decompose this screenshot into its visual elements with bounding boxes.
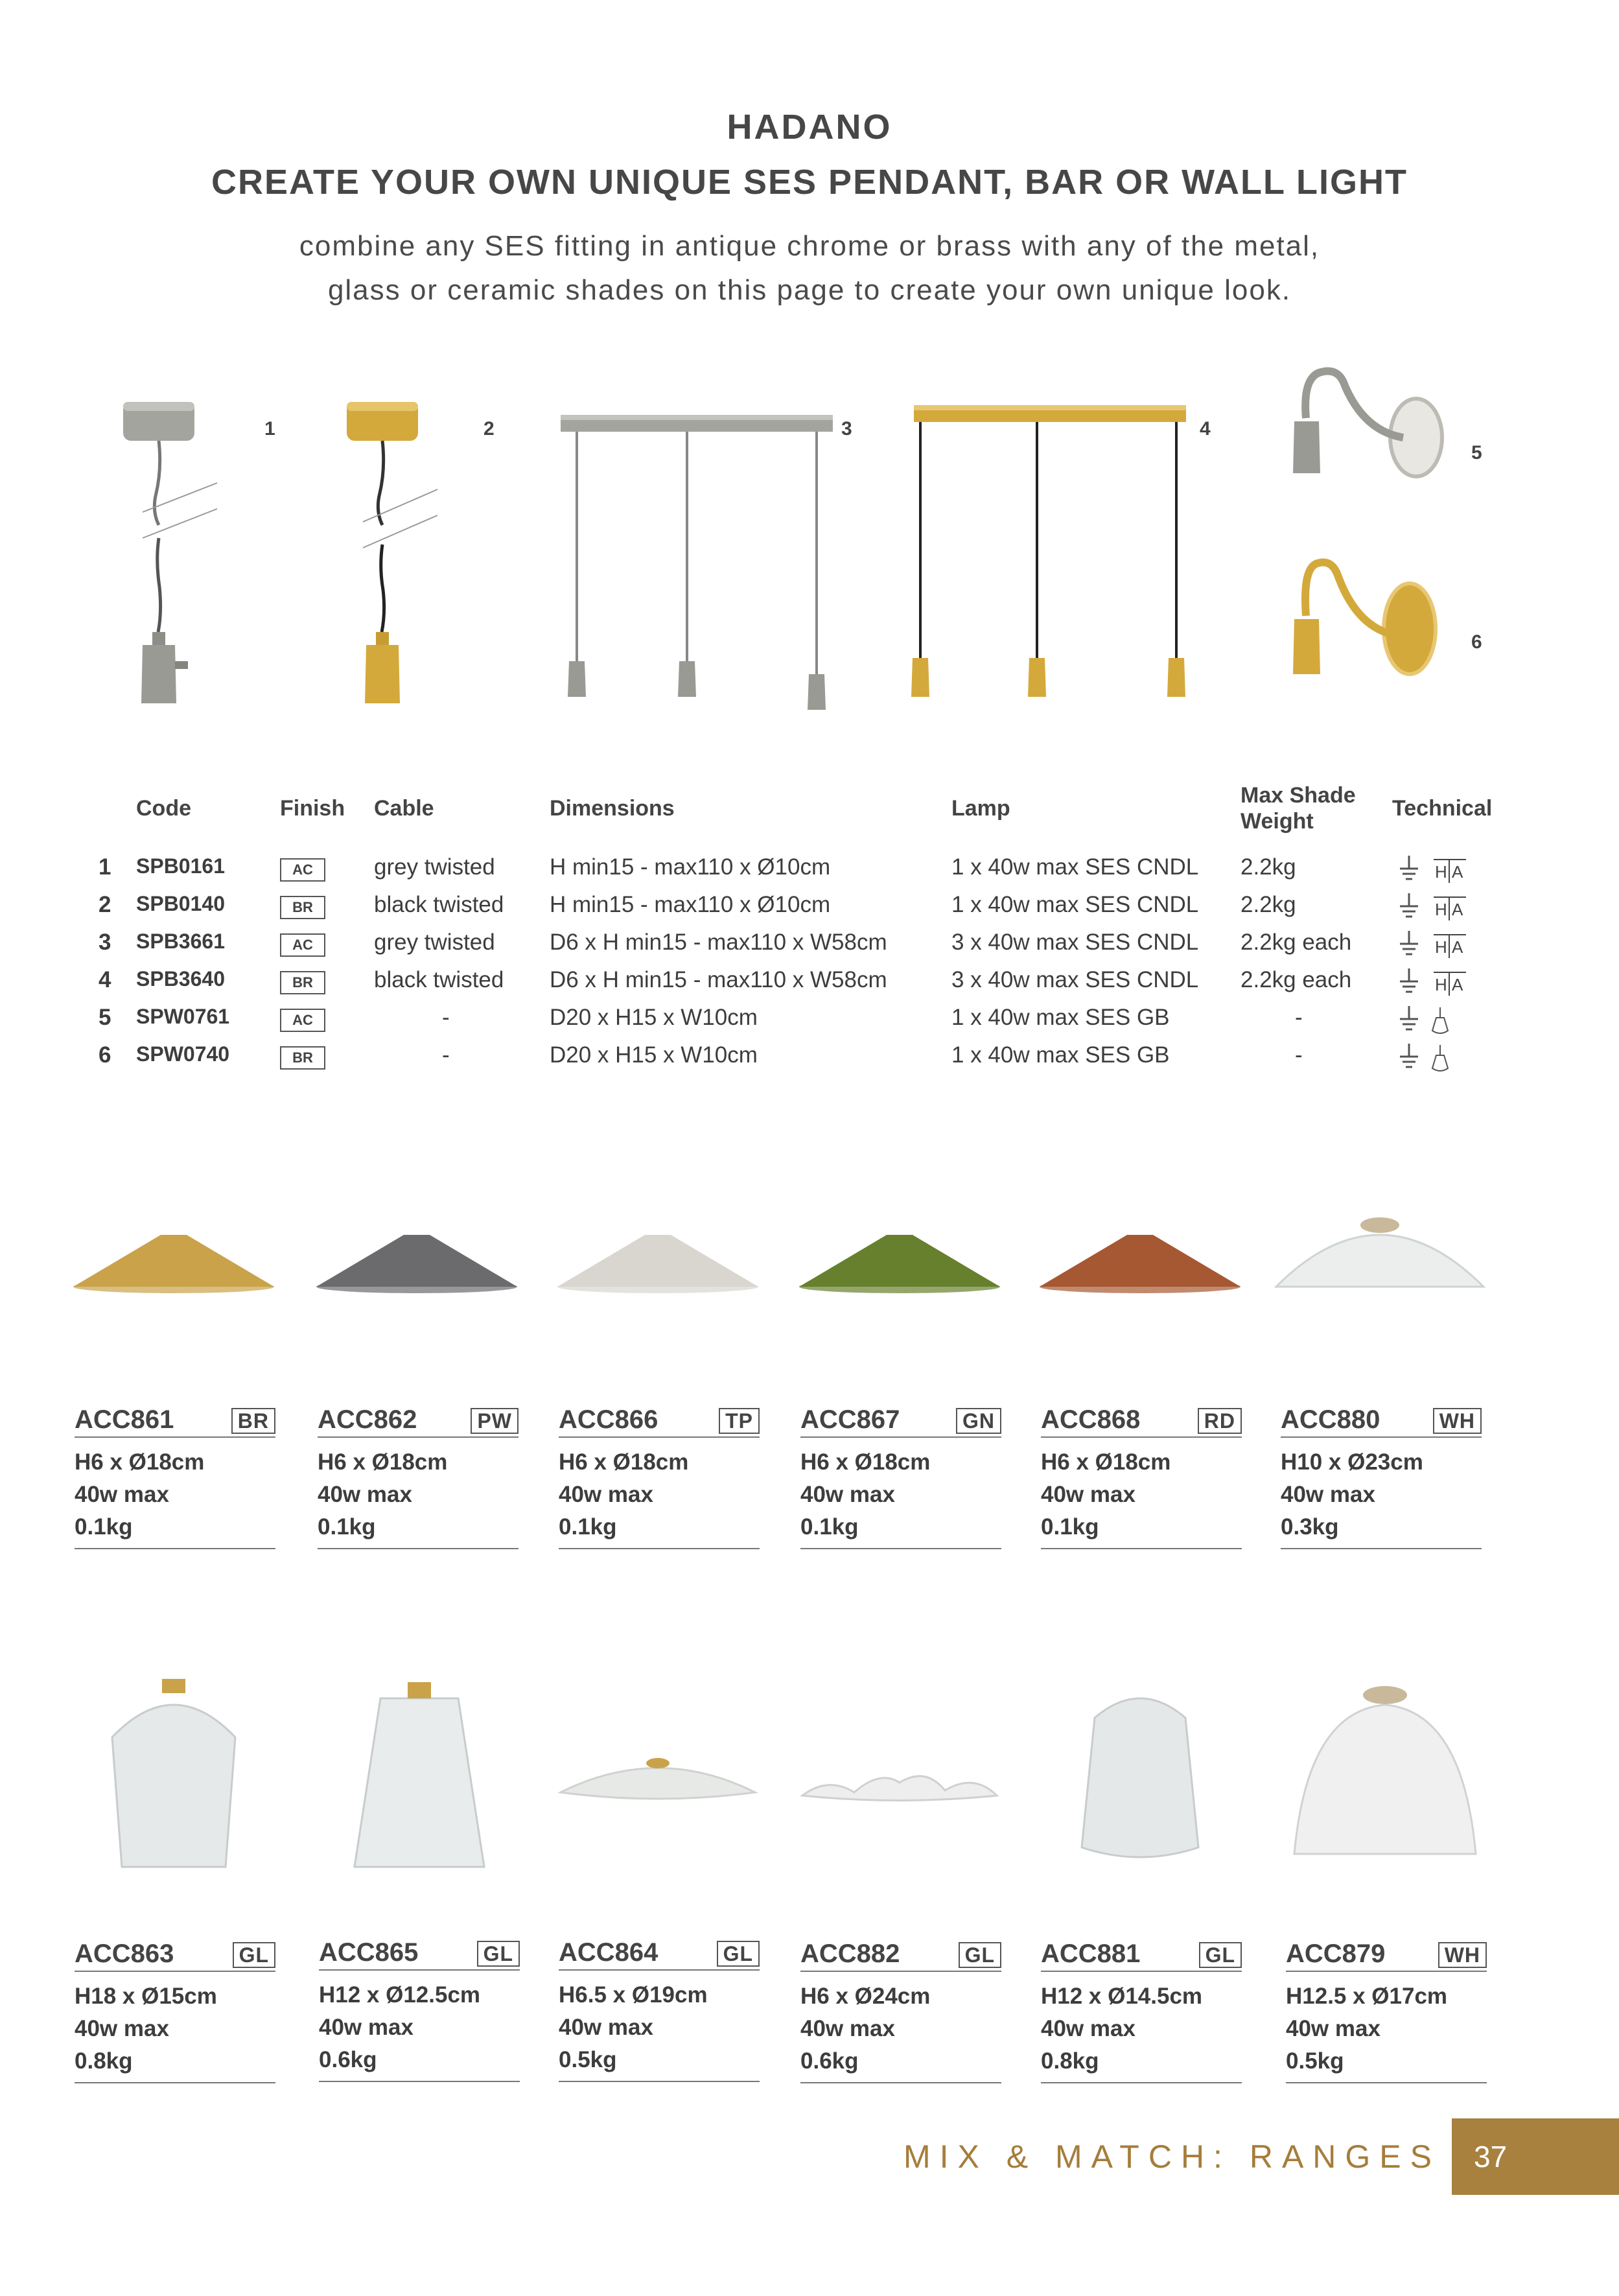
shade-code: ACC868 <box>1041 1405 1141 1434</box>
product-code: SPB3661 <box>136 930 225 953</box>
shade-code: ACC861 <box>75 1405 174 1434</box>
shade-weight: 0.1kg <box>75 1514 133 1540</box>
shade-images-row-1 <box>0 1154 1619 1368</box>
shade-weight: 0.6kg <box>319 2047 377 2072</box>
shade-weight: 0.1kg <box>318 1514 376 1540</box>
shade-card-header <box>75 1939 275 1972</box>
shade-code: ACC865 <box>319 1938 419 1967</box>
shade-image-acc861 <box>73 1235 274 1293</box>
dimensions: H min15 - max110 x Ø10cm <box>550 854 831 880</box>
finish-badge: BR <box>280 1046 325 1070</box>
cable-type: grey twisted <box>374 930 495 955</box>
max-shade-weight: 2.2kg each <box>1240 967 1352 992</box>
row-number: 6 <box>99 1042 111 1068</box>
shade-weight: 0.1kg <box>1041 1514 1099 1540</box>
shade-code: ACC867 <box>800 1405 900 1434</box>
finish-badge: BR <box>280 896 325 919</box>
shade-card-header <box>1286 1939 1487 1972</box>
shade-wattage: 40w max <box>75 2016 169 2041</box>
shade-image-acc867 <box>799 1235 1000 1293</box>
fitting-2-number: 2 <box>483 418 495 439</box>
page-number: 37 <box>1452 2118 1619 2195</box>
shade-size: H12 x Ø14.5cm <box>1041 1984 1203 2009</box>
shade-weight: 0.6kg <box>800 2048 859 2074</box>
fitting-1-number: 1 <box>264 418 275 439</box>
intro-line-2: glass or ceramic shades on this page to create your own unique look. <box>327 274 1292 306</box>
table-row <box>0 930 1619 967</box>
fitting-3-number: 3 <box>841 418 852 439</box>
table-row <box>0 967 1619 1005</box>
lamp-spec: 3 x 40w max SES CNDL <box>951 930 1199 955</box>
shade-images-row-2 <box>0 1672 1619 1906</box>
shade-wattage: 40w max <box>559 2015 653 2040</box>
shade-size: H6 x Ø18cm <box>75 1449 205 1475</box>
section-label: MIX & MATCH: RANGES <box>903 2138 1441 2175</box>
shade-image-acc863 <box>112 1679 235 1867</box>
row-number: 5 <box>99 1005 111 1030</box>
col-code-header: Code <box>136 796 191 821</box>
shade-size: H12.5 x Ø17cm <box>1286 1984 1448 2009</box>
product-code: SPB0161 <box>136 854 225 878</box>
dimensions: D6 x H min15 - max110 x W58cm <box>550 930 887 955</box>
row-number: 2 <box>99 892 111 917</box>
col-technical-header: Technical <box>1392 796 1493 821</box>
dimensions: D20 x H15 x W10cm <box>550 1042 758 1068</box>
shade-size: H6 x Ø18cm <box>318 1449 448 1475</box>
fitting-2-image <box>340 392 450 716</box>
lamp-spec: 1 x 40w max SES GB <box>951 1042 1170 1068</box>
lamp-spec: 1 x 40w max SES CNDL <box>951 854 1199 880</box>
cable-type: grey twisted <box>374 854 495 880</box>
table-row <box>0 1005 1619 1042</box>
shade-size: H18 x Ø15cm <box>75 1984 217 2009</box>
shade-wattage: 40w max <box>75 1482 169 1507</box>
row-number: 3 <box>99 930 111 955</box>
cable-type: - <box>442 1042 450 1068</box>
finish-badge: WH <box>1438 1942 1487 1968</box>
cable-type: - <box>442 1005 450 1030</box>
earth-height-adjust-icon <box>1395 892 1473 924</box>
earth-bulb-icon <box>1395 1042 1473 1075</box>
shade-size: H6 x Ø24cm <box>800 1984 931 2009</box>
fitting-4-number: 4 <box>1200 418 1211 439</box>
table-row <box>0 854 1619 892</box>
shade-wattage: 40w max <box>1286 2016 1380 2041</box>
shade-image-acc862 <box>316 1235 517 1293</box>
shade-image-acc865 <box>355 1682 484 1867</box>
shade-card-header <box>800 1405 1001 1438</box>
card-divider <box>75 2082 275 2083</box>
shade-card-header <box>559 1938 760 1971</box>
earth-bulb-icon <box>1395 1005 1473 1037</box>
finish-badge: BR <box>280 971 325 994</box>
shade-size: H6 x Ø18cm <box>800 1449 931 1475</box>
shade-size: H12 x Ø12.5cm <box>319 1982 481 2008</box>
shade-size: H6 x Ø18cm <box>559 1449 689 1475</box>
finish-badge: GN <box>956 1408 1001 1434</box>
shade-weight: 0.8kg <box>75 2048 133 2074</box>
range-title: HADANO <box>727 108 892 146</box>
shade-code: ACC863 <box>75 1939 174 1968</box>
col-lamp-header: Lamp <box>951 796 1010 821</box>
lamp-spec: 1 x 40w max SES CNDL <box>951 892 1199 917</box>
svg-text:A: A <box>1452 862 1463 882</box>
fitting-5-number: 5 <box>1471 442 1482 463</box>
col-dimensions-header: Dimensions <box>550 796 675 821</box>
intro-line-1: combine any SES fitting in antique chrome or brass with any of the metal, <box>299 230 1320 262</box>
table-row <box>0 1042 1619 1080</box>
col-maxshade-header-1: Max Shade <box>1240 783 1356 808</box>
finish-badge: AC <box>280 933 325 957</box>
finish-badge: TP <box>719 1408 760 1434</box>
col-finish-header: Finish <box>280 796 345 821</box>
svg-text:H: H <box>1435 975 1447 994</box>
col-cable-header: Cable <box>374 796 434 821</box>
lamp-spec: 3 x 40w max SES CNDL <box>951 967 1199 992</box>
finish-badge: RD <box>1198 1408 1242 1434</box>
finish-badge: BR <box>231 1408 275 1434</box>
shade-weight: 0.3kg <box>1281 1514 1339 1540</box>
fitting-1-image <box>117 392 227 716</box>
row-number: 4 <box>99 967 111 992</box>
shade-image-acc866 <box>557 1235 758 1293</box>
shade-code: ACC882 <box>800 1939 900 1968</box>
max-shade-weight: 2.2kg <box>1240 892 1296 917</box>
shade-image-acc868 <box>1040 1235 1240 1293</box>
shade-code: ACC864 <box>559 1938 658 1967</box>
max-shade-weight: - <box>1295 1042 1303 1068</box>
svg-text:A: A <box>1452 900 1463 919</box>
max-shade-weight: 2.2kg each <box>1240 930 1352 955</box>
earth-height-adjust-icon <box>1395 930 1473 962</box>
card-divider <box>1286 2082 1487 2083</box>
finish-badge: AC <box>280 1009 325 1032</box>
shade-wattage: 40w max <box>1041 2016 1136 2041</box>
shade-card-header <box>1281 1405 1482 1438</box>
earth-height-adjust-icon <box>1395 854 1473 887</box>
card-divider <box>800 2082 1001 2083</box>
svg-text:H: H <box>1435 937 1447 957</box>
shade-weight: 0.1kg <box>800 1514 859 1540</box>
shade-wattage: 40w max <box>318 1482 412 1507</box>
shade-wattage: 40w max <box>319 2015 413 2040</box>
max-shade-weight: 2.2kg <box>1240 854 1296 880</box>
finish-badge: GL <box>959 1942 1001 1968</box>
shade-card-header <box>559 1405 760 1438</box>
svg-text:H: H <box>1435 900 1447 919</box>
finish-badge: GL <box>477 1941 520 1967</box>
product-code: SPW0761 <box>136 1005 230 1028</box>
finish-badge: WH <box>1433 1408 1482 1434</box>
shade-card-header <box>800 1939 1001 1972</box>
shade-wattage: 40w max <box>800 1482 895 1507</box>
finish-badge: GL <box>1199 1942 1242 1968</box>
shade-card-header <box>318 1405 518 1438</box>
finish-badge: GL <box>233 1942 275 1968</box>
shade-weight: 0.8kg <box>1041 2048 1099 2074</box>
dimensions: D6 x H min15 - max110 x W58cm <box>550 967 887 992</box>
shade-card-header <box>1041 1405 1242 1438</box>
card-divider <box>800 1548 1001 1549</box>
shade-card-header <box>319 1938 520 1971</box>
card-divider <box>318 1548 518 1549</box>
finish-badge: AC <box>280 858 325 882</box>
range-subtitle: CREATE YOUR OWN UNIQUE SES PENDANT, BAR OR WALL LIGHT <box>211 163 1408 202</box>
shade-size: H6 x Ø18cm <box>1041 1449 1171 1475</box>
shade-size: H10 x Ø23cm <box>1281 1449 1423 1475</box>
finish-badge: GL <box>717 1941 760 1967</box>
fitting-4-image <box>904 379 1196 716</box>
shade-code: ACC862 <box>318 1405 417 1434</box>
cable-type: black twisted <box>374 892 504 917</box>
lamp-spec: 1 x 40w max SES GB <box>951 1005 1170 1030</box>
shade-image-acc879 <box>1294 1686 1476 1854</box>
shade-code: ACC880 <box>1281 1405 1380 1434</box>
shade-size: H6.5 x Ø19cm <box>559 1982 708 2008</box>
product-code: SPB3640 <box>136 967 225 990</box>
svg-text:A: A <box>1452 937 1463 957</box>
card-divider <box>75 1548 275 1549</box>
table-row <box>0 892 1619 930</box>
max-shade-weight: - <box>1295 1005 1303 1030</box>
shade-code: ACC881 <box>1041 1939 1141 1968</box>
shade-wattage: 40w max <box>1041 1482 1136 1507</box>
svg-text:H: H <box>1435 862 1447 882</box>
finish-badge: PW <box>471 1408 518 1434</box>
shade-weight: 0.5kg <box>1286 2048 1344 2074</box>
shade-card-header <box>1041 1939 1242 1972</box>
shade-wattage: 40w max <box>800 2016 895 2041</box>
shade-wattage: 40w max <box>1281 1482 1375 1507</box>
shade-image-acc881 <box>1082 1698 1198 1857</box>
shade-weight: 0.1kg <box>559 1514 617 1540</box>
fitting-6-image <box>1287 545 1455 713</box>
card-divider <box>559 1548 760 1549</box>
svg-text:A: A <box>1452 975 1463 994</box>
fitting-6-number: 6 <box>1471 631 1482 653</box>
earth-height-adjust-icon <box>1395 967 1473 1000</box>
shade-weight: 0.5kg <box>559 2047 617 2072</box>
dimensions: H min15 - max110 x Ø10cm <box>550 892 831 917</box>
shade-wattage: 40w max <box>559 1482 653 1507</box>
shade-code: ACC879 <box>1286 1939 1386 1968</box>
card-divider <box>1281 1548 1482 1549</box>
card-divider <box>559 2081 760 2082</box>
card-divider <box>319 2081 520 2082</box>
cable-type: black twisted <box>374 967 504 992</box>
dimensions: D20 x H15 x W10cm <box>550 1005 758 1030</box>
product-code: SPB0140 <box>136 892 225 915</box>
fitting-5-image <box>1287 360 1455 522</box>
shade-image-acc882 <box>802 1776 997 1801</box>
shade-image-acc880 <box>1276 1217 1484 1287</box>
card-divider <box>1041 2082 1242 2083</box>
row-number: 1 <box>99 854 111 880</box>
shade-code: ACC866 <box>559 1405 658 1434</box>
col-maxshade-header-2: Weight <box>1240 809 1314 834</box>
card-divider <box>1041 1548 1242 1549</box>
shade-image-acc864 <box>561 1758 755 1799</box>
shade-card-header <box>75 1405 275 1438</box>
fitting-3-image <box>551 389 843 713</box>
product-code: SPW0740 <box>136 1042 230 1066</box>
